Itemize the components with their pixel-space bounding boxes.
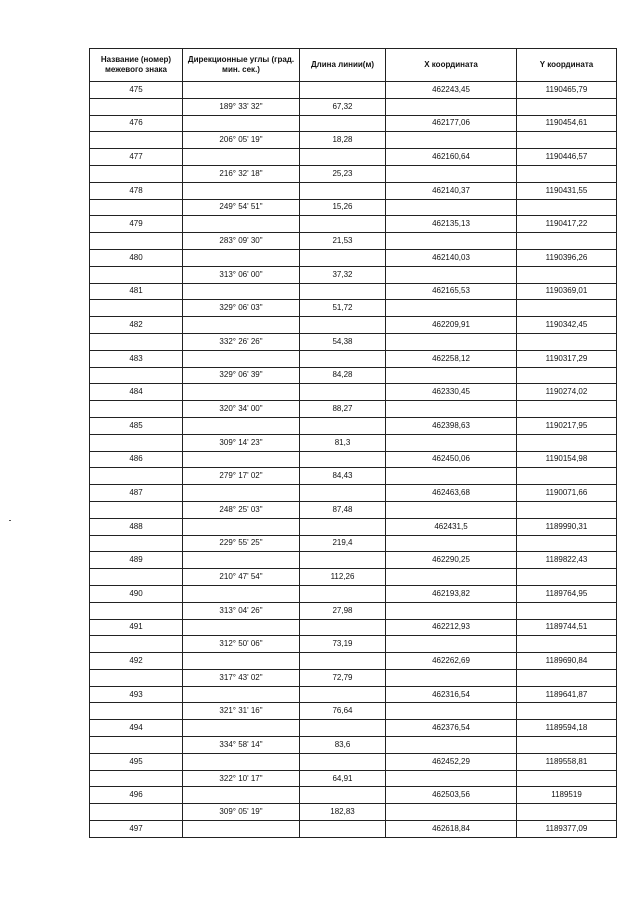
table-body xyxy=(90,82,617,838)
empty-cell xyxy=(90,636,183,653)
empty-cell xyxy=(300,720,386,737)
empty-cell xyxy=(386,569,517,586)
x-coordinate-cell: 462316,54 xyxy=(386,686,517,703)
header-y-coordinate: Y координата xyxy=(517,49,617,82)
empty-cell xyxy=(90,401,183,418)
y-coordinate-cell: 1189594,18 xyxy=(517,720,617,737)
empty-cell xyxy=(90,770,183,787)
empty-cell xyxy=(386,98,517,115)
point-id-cell: 487 xyxy=(90,485,183,502)
empty-cell xyxy=(300,753,386,770)
segment-row xyxy=(90,770,617,787)
segment-row xyxy=(90,535,617,552)
x-coordinate-cell: 462135,13 xyxy=(386,216,517,233)
empty-cell xyxy=(386,300,517,317)
point-row xyxy=(90,720,617,737)
point-row xyxy=(90,552,617,569)
empty-cell xyxy=(517,434,617,451)
empty-cell xyxy=(517,636,617,653)
point-row xyxy=(90,451,617,468)
y-coordinate-cell: 1190446,57 xyxy=(517,149,617,166)
point-id-cell: 480 xyxy=(90,249,183,266)
point-row xyxy=(90,283,617,300)
empty-cell xyxy=(386,199,517,216)
point-row xyxy=(90,384,617,401)
line-length-cell: 87,48 xyxy=(300,501,386,518)
line-length-cell: 54,38 xyxy=(300,333,386,350)
line-length-cell: 18,28 xyxy=(300,132,386,149)
empty-cell xyxy=(90,535,183,552)
empty-cell xyxy=(183,451,300,468)
point-row xyxy=(90,787,617,804)
segment-row xyxy=(90,434,617,451)
empty-cell xyxy=(300,283,386,300)
empty-cell xyxy=(386,669,517,686)
direction-angle-cell: 249° 54' 51" xyxy=(183,199,300,216)
empty-cell xyxy=(183,821,300,838)
line-length-cell: 73,19 xyxy=(300,636,386,653)
empty-cell xyxy=(386,602,517,619)
line-length-cell: 84,28 xyxy=(300,367,386,384)
empty-cell xyxy=(90,501,183,518)
empty-cell xyxy=(183,249,300,266)
x-coordinate-cell: 462160,64 xyxy=(386,149,517,166)
point-id-cell: 497 xyxy=(90,821,183,838)
direction-angle-cell: 312° 50' 06" xyxy=(183,636,300,653)
line-length-cell: 67,32 xyxy=(300,98,386,115)
empty-cell xyxy=(90,165,183,182)
x-coordinate-cell: 462618,84 xyxy=(386,821,517,838)
empty-cell xyxy=(517,165,617,182)
point-row xyxy=(90,686,617,703)
empty-cell xyxy=(183,552,300,569)
line-length-cell: 25,23 xyxy=(300,165,386,182)
empty-cell xyxy=(386,501,517,518)
x-coordinate-cell: 462209,91 xyxy=(386,317,517,334)
x-coordinate-cell: 462193,82 xyxy=(386,585,517,602)
y-coordinate-cell: 1190274,02 xyxy=(517,384,617,401)
x-coordinate-cell: 462503,56 xyxy=(386,787,517,804)
segment-row xyxy=(90,703,617,720)
empty-cell xyxy=(517,703,617,720)
empty-cell xyxy=(183,753,300,770)
y-coordinate-cell: 1189377,09 xyxy=(517,821,617,838)
empty-cell xyxy=(517,737,617,754)
empty-cell xyxy=(90,804,183,821)
empty-cell xyxy=(90,468,183,485)
empty-cell xyxy=(183,686,300,703)
segment-row xyxy=(90,199,617,216)
empty-cell xyxy=(90,98,183,115)
x-coordinate-cell: 462140,03 xyxy=(386,249,517,266)
empty-cell xyxy=(517,132,617,149)
empty-cell xyxy=(517,367,617,384)
empty-cell xyxy=(386,367,517,384)
empty-cell xyxy=(517,770,617,787)
empty-cell xyxy=(300,182,386,199)
x-coordinate-cell: 462376,54 xyxy=(386,720,517,737)
y-coordinate-cell: 1190396,26 xyxy=(517,249,617,266)
empty-cell xyxy=(300,216,386,233)
point-row xyxy=(90,653,617,670)
x-coordinate-cell: 462290,25 xyxy=(386,552,517,569)
empty-cell xyxy=(300,686,386,703)
empty-cell xyxy=(90,602,183,619)
empty-cell xyxy=(300,585,386,602)
direction-angle-cell: 248° 25' 03" xyxy=(183,501,300,518)
empty-cell xyxy=(183,653,300,670)
segment-row xyxy=(90,569,617,586)
empty-cell xyxy=(386,770,517,787)
point-id-cell: 475 xyxy=(90,82,183,99)
y-coordinate-cell: 1189519 xyxy=(517,787,617,804)
empty-cell xyxy=(386,165,517,182)
empty-cell xyxy=(300,417,386,434)
line-length-cell: 37,32 xyxy=(300,266,386,283)
empty-cell xyxy=(386,468,517,485)
y-coordinate-cell: 1190454,61 xyxy=(517,115,617,132)
direction-angle-cell: 210° 47' 54" xyxy=(183,569,300,586)
empty-cell xyxy=(386,132,517,149)
direction-angle-cell: 309° 05' 19" xyxy=(183,804,300,821)
empty-cell xyxy=(386,737,517,754)
segment-row xyxy=(90,300,617,317)
empty-cell xyxy=(386,703,517,720)
empty-cell xyxy=(90,434,183,451)
y-coordinate-cell: 1190071,66 xyxy=(517,485,617,502)
empty-cell xyxy=(183,619,300,636)
empty-cell xyxy=(300,82,386,99)
y-coordinate-cell: 1190342,45 xyxy=(517,317,617,334)
x-coordinate-cell: 462450,06 xyxy=(386,451,517,468)
empty-cell xyxy=(183,384,300,401)
segment-row xyxy=(90,233,617,250)
point-id-cell: 494 xyxy=(90,720,183,737)
line-length-cell: 64,91 xyxy=(300,770,386,787)
y-coordinate-cell: 1189690,84 xyxy=(517,653,617,670)
empty-cell xyxy=(386,636,517,653)
direction-angle-cell: 283° 09' 30" xyxy=(183,233,300,250)
point-id-cell: 495 xyxy=(90,753,183,770)
line-length-cell: 15,26 xyxy=(300,199,386,216)
direction-angle-cell: 329° 06' 39" xyxy=(183,367,300,384)
point-id-cell: 489 xyxy=(90,552,183,569)
segment-row xyxy=(90,737,617,754)
point-row xyxy=(90,417,617,434)
point-row xyxy=(90,585,617,602)
y-coordinate-cell: 1189744,51 xyxy=(517,619,617,636)
empty-cell xyxy=(90,367,183,384)
header-direction-angle: Дирекционные углы (град. мин. сек.) xyxy=(183,49,300,82)
point-id-cell: 479 xyxy=(90,216,183,233)
point-id-cell: 490 xyxy=(90,585,183,602)
y-coordinate-cell: 1189641,87 xyxy=(517,686,617,703)
empty-cell xyxy=(300,619,386,636)
empty-cell xyxy=(300,821,386,838)
point-row xyxy=(90,82,617,99)
point-id-cell: 483 xyxy=(90,350,183,367)
direction-angle-cell: 332° 26' 26" xyxy=(183,333,300,350)
empty-cell xyxy=(90,199,183,216)
table-header-row xyxy=(90,49,617,82)
empty-cell xyxy=(386,401,517,418)
point-row xyxy=(90,821,617,838)
empty-cell xyxy=(183,115,300,132)
segment-row xyxy=(90,468,617,485)
empty-cell xyxy=(183,317,300,334)
empty-cell xyxy=(183,82,300,99)
direction-angle-cell: 317° 43' 02" xyxy=(183,669,300,686)
empty-cell xyxy=(183,585,300,602)
segment-row xyxy=(90,333,617,350)
point-row xyxy=(90,518,617,535)
empty-cell xyxy=(517,300,617,317)
y-coordinate-cell: 1189990,31 xyxy=(517,518,617,535)
empty-cell xyxy=(517,233,617,250)
boundary-coordinates-table xyxy=(89,48,617,838)
empty-cell xyxy=(300,115,386,132)
empty-cell xyxy=(386,233,517,250)
y-coordinate-cell: 1190431,55 xyxy=(517,182,617,199)
point-id-cell: 482 xyxy=(90,317,183,334)
empty-cell xyxy=(90,300,183,317)
header-marker-name: Название (номер) межевого знака xyxy=(90,49,183,82)
point-id-cell: 478 xyxy=(90,182,183,199)
line-length-cell: 83,6 xyxy=(300,737,386,754)
empty-cell xyxy=(300,451,386,468)
y-coordinate-cell: 1190154,98 xyxy=(517,451,617,468)
empty-cell xyxy=(300,653,386,670)
empty-cell xyxy=(183,182,300,199)
scan-mark xyxy=(9,520,11,521)
direction-angle-cell: 309° 14' 23" xyxy=(183,434,300,451)
direction-angle-cell: 322° 10' 17" xyxy=(183,770,300,787)
empty-cell xyxy=(300,384,386,401)
point-row xyxy=(90,216,617,233)
x-coordinate-cell: 462452,29 xyxy=(386,753,517,770)
direction-angle-cell: 329° 06' 03" xyxy=(183,300,300,317)
segment-row xyxy=(90,132,617,149)
segment-row xyxy=(90,401,617,418)
empty-cell xyxy=(517,602,617,619)
empty-cell xyxy=(300,350,386,367)
line-length-cell: 76,64 xyxy=(300,703,386,720)
point-row xyxy=(90,317,617,334)
x-coordinate-cell: 462258,12 xyxy=(386,350,517,367)
segment-row xyxy=(90,602,617,619)
x-coordinate-cell: 462463,68 xyxy=(386,485,517,502)
segment-row xyxy=(90,501,617,518)
empty-cell xyxy=(183,149,300,166)
point-id-cell: 493 xyxy=(90,686,183,703)
x-coordinate-cell: 462212,93 xyxy=(386,619,517,636)
header-x-coordinate: X координата xyxy=(386,49,517,82)
empty-cell xyxy=(300,317,386,334)
point-row xyxy=(90,350,617,367)
point-id-cell: 496 xyxy=(90,787,183,804)
empty-cell xyxy=(386,434,517,451)
empty-cell xyxy=(517,501,617,518)
header-line-length: Длина линии(м) xyxy=(300,49,386,82)
point-id-cell: 492 xyxy=(90,653,183,670)
point-id-cell: 481 xyxy=(90,283,183,300)
segment-row xyxy=(90,669,617,686)
y-coordinate-cell: 1190369,01 xyxy=(517,283,617,300)
empty-cell xyxy=(183,485,300,502)
direction-angle-cell: 189° 33' 32" xyxy=(183,98,300,115)
line-length-cell: 81,3 xyxy=(300,434,386,451)
point-id-cell: 476 xyxy=(90,115,183,132)
empty-cell xyxy=(386,333,517,350)
segment-row xyxy=(90,804,617,821)
segment-row xyxy=(90,636,617,653)
empty-cell xyxy=(300,485,386,502)
point-row xyxy=(90,149,617,166)
y-coordinate-cell: 1190217,95 xyxy=(517,417,617,434)
empty-cell xyxy=(517,804,617,821)
empty-cell xyxy=(300,518,386,535)
line-length-cell: 88,27 xyxy=(300,401,386,418)
empty-cell xyxy=(517,569,617,586)
direction-angle-cell: 229° 55' 25" xyxy=(183,535,300,552)
direction-angle-cell: 334° 58' 14" xyxy=(183,737,300,754)
x-coordinate-cell: 462262,69 xyxy=(386,653,517,670)
line-length-cell: 51,72 xyxy=(300,300,386,317)
direction-angle-cell: 320° 34' 00" xyxy=(183,401,300,418)
empty-cell xyxy=(386,535,517,552)
line-length-cell: 182,83 xyxy=(300,804,386,821)
line-length-cell: 27,98 xyxy=(300,602,386,619)
empty-cell xyxy=(300,249,386,266)
line-length-cell: 72,79 xyxy=(300,669,386,686)
y-coordinate-cell: 1189764,95 xyxy=(517,585,617,602)
empty-cell xyxy=(90,233,183,250)
empty-cell xyxy=(517,266,617,283)
x-coordinate-cell: 462330,45 xyxy=(386,384,517,401)
line-length-cell: 21,53 xyxy=(300,233,386,250)
y-coordinate-cell: 1189558,81 xyxy=(517,753,617,770)
empty-cell xyxy=(517,333,617,350)
x-coordinate-cell: 462177,06 xyxy=(386,115,517,132)
empty-cell xyxy=(90,703,183,720)
point-id-cell: 485 xyxy=(90,417,183,434)
y-coordinate-cell: 1190317,29 xyxy=(517,350,617,367)
empty-cell xyxy=(90,569,183,586)
empty-cell xyxy=(517,401,617,418)
empty-cell xyxy=(183,518,300,535)
direction-angle-cell: 313° 04' 26" xyxy=(183,602,300,619)
direction-angle-cell: 313° 06' 00" xyxy=(183,266,300,283)
empty-cell xyxy=(517,669,617,686)
empty-cell xyxy=(183,216,300,233)
direction-angle-cell: 216° 32' 18" xyxy=(183,165,300,182)
segment-row xyxy=(90,367,617,384)
line-length-cell: 84,43 xyxy=(300,468,386,485)
line-length-cell: 112,26 xyxy=(300,569,386,586)
point-row xyxy=(90,619,617,636)
empty-cell xyxy=(90,669,183,686)
empty-cell xyxy=(90,737,183,754)
point-row xyxy=(90,753,617,770)
point-id-cell: 484 xyxy=(90,384,183,401)
empty-cell xyxy=(90,333,183,350)
empty-cell xyxy=(183,350,300,367)
y-coordinate-cell: 1189822,43 xyxy=(517,552,617,569)
y-coordinate-cell: 1190417,22 xyxy=(517,216,617,233)
point-id-cell: 488 xyxy=(90,518,183,535)
empty-cell xyxy=(517,199,617,216)
empty-cell xyxy=(183,720,300,737)
direction-angle-cell: 206° 05' 19" xyxy=(183,132,300,149)
x-coordinate-cell: 462165,53 xyxy=(386,283,517,300)
empty-cell xyxy=(517,98,617,115)
point-id-cell: 477 xyxy=(90,149,183,166)
empty-cell xyxy=(90,266,183,283)
x-coordinate-cell: 462431,5 xyxy=(386,518,517,535)
point-row xyxy=(90,249,617,266)
point-row xyxy=(90,115,617,132)
point-id-cell: 486 xyxy=(90,451,183,468)
empty-cell xyxy=(300,552,386,569)
segment-row xyxy=(90,165,617,182)
x-coordinate-cell: 462243,45 xyxy=(386,82,517,99)
point-row xyxy=(90,485,617,502)
point-id-cell: 491 xyxy=(90,619,183,636)
empty-cell xyxy=(183,417,300,434)
segment-row xyxy=(90,98,617,115)
empty-cell xyxy=(90,132,183,149)
y-coordinate-cell: 1190465,79 xyxy=(517,82,617,99)
segment-row xyxy=(90,266,617,283)
direction-angle-cell: 321° 31' 16" xyxy=(183,703,300,720)
empty-cell xyxy=(183,283,300,300)
direction-angle-cell: 279° 17' 02" xyxy=(183,468,300,485)
x-coordinate-cell: 462398,63 xyxy=(386,417,517,434)
empty-cell xyxy=(300,149,386,166)
empty-cell xyxy=(300,787,386,804)
empty-cell xyxy=(386,266,517,283)
point-row xyxy=(90,182,617,199)
x-coordinate-cell: 462140,37 xyxy=(386,182,517,199)
empty-cell xyxy=(517,535,617,552)
line-length-cell: 219,4 xyxy=(300,535,386,552)
empty-cell xyxy=(517,468,617,485)
empty-cell xyxy=(386,804,517,821)
empty-cell xyxy=(183,787,300,804)
